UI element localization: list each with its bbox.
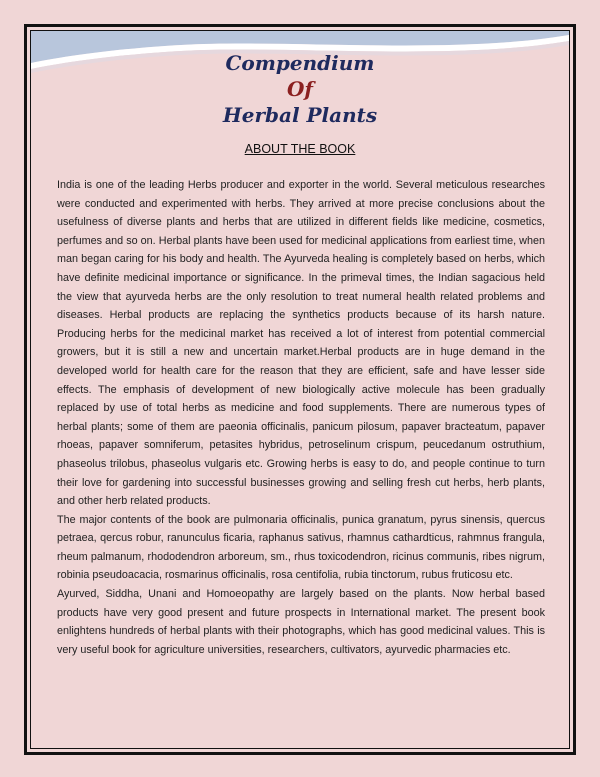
title-line-3: Herbal Plants [222, 103, 378, 127]
paragraph-3: Ayurved, Siddha, Unani and Homoeopathy are largely based on the plants. Now herbal based products have very good present and future prospects in International market. The present book enlightens hundreds of herbal plants with their photographs, which has good medicinal values. This is very useful book for agriculture universities, researchers, cultivators, ayurvedic pharmacies etc. [57, 588, 545, 656]
book-title [0, 50, 600, 128]
title-line-1: Compendium [225, 51, 375, 75]
book-description [57, 176, 545, 659]
title-line-2: Of [286, 77, 314, 101]
paragraph-2: The major contents of the book are pulmonaria officinalis, punica granatum, pyrus sinensis, quercus petraea, qercus robur, ranunculus ficaria, raphanus sativus, rhamnus cathardticus, rahmnus frangula, rheum palmanum, rhododendron arboreum, sm., rhus toxicodendron, ricinus communis, ribes nigrum, robinia pseudoacacia, rosmarinus officinalis, rosa centifolia, rubia tinctorum, rubus fruticosu etc. [57, 513, 545, 582]
paragraph-1: India is one of the leading Herbs producer and exporter in the world. Several meticulous researches were conducted and experimented with herbs. They arrived at more precise conclusions about the usefulness of diverse plants and herbs that are utilized in different fields like medicine, cosmetics, perfumes and so on. Herbal plants have been used for medicinal applications from earliest time, when man began caring for his body and health. The Ayurveda healing is completely based on herbs, which have definite medicinal importance or significance. In the primeval times, the Indian sagacious held the view that ayurveda herbs are the only resolution to treat numeral health related problems and diseases. Herbal products are replacing the synthetics products because of its harsh nature. Producing herbs for the medicinal market has received a lot of interest from potential commercial growers, but it is still a new and uncertain market.Herbal products are in huge demand in the developed world for health care for the reason that they are efficient, safe and have lesser side effects. The emphasis of development of new biologically active molecule has been gradually replaced by use of total herbs as medicine and food supplements. There are numerous types of herbal plants; some of them are paeonia officinalis, panicum pilosum, papaver bracteatum, papaver rhoeas, papaver somniferum, petasites hybridus, petroselinum crispum, peucedanum ostruthium, phaseolus trilobus, phaseolus vulgaris etc. Growing herbs is easy to do, and people continue to turn their love for gardening into successful businesses growing and selling fresh cut herbs, herb plants, and other herb related products. [57, 179, 545, 508]
section-heading: ABOUT THE BOOK [244, 142, 356, 156]
